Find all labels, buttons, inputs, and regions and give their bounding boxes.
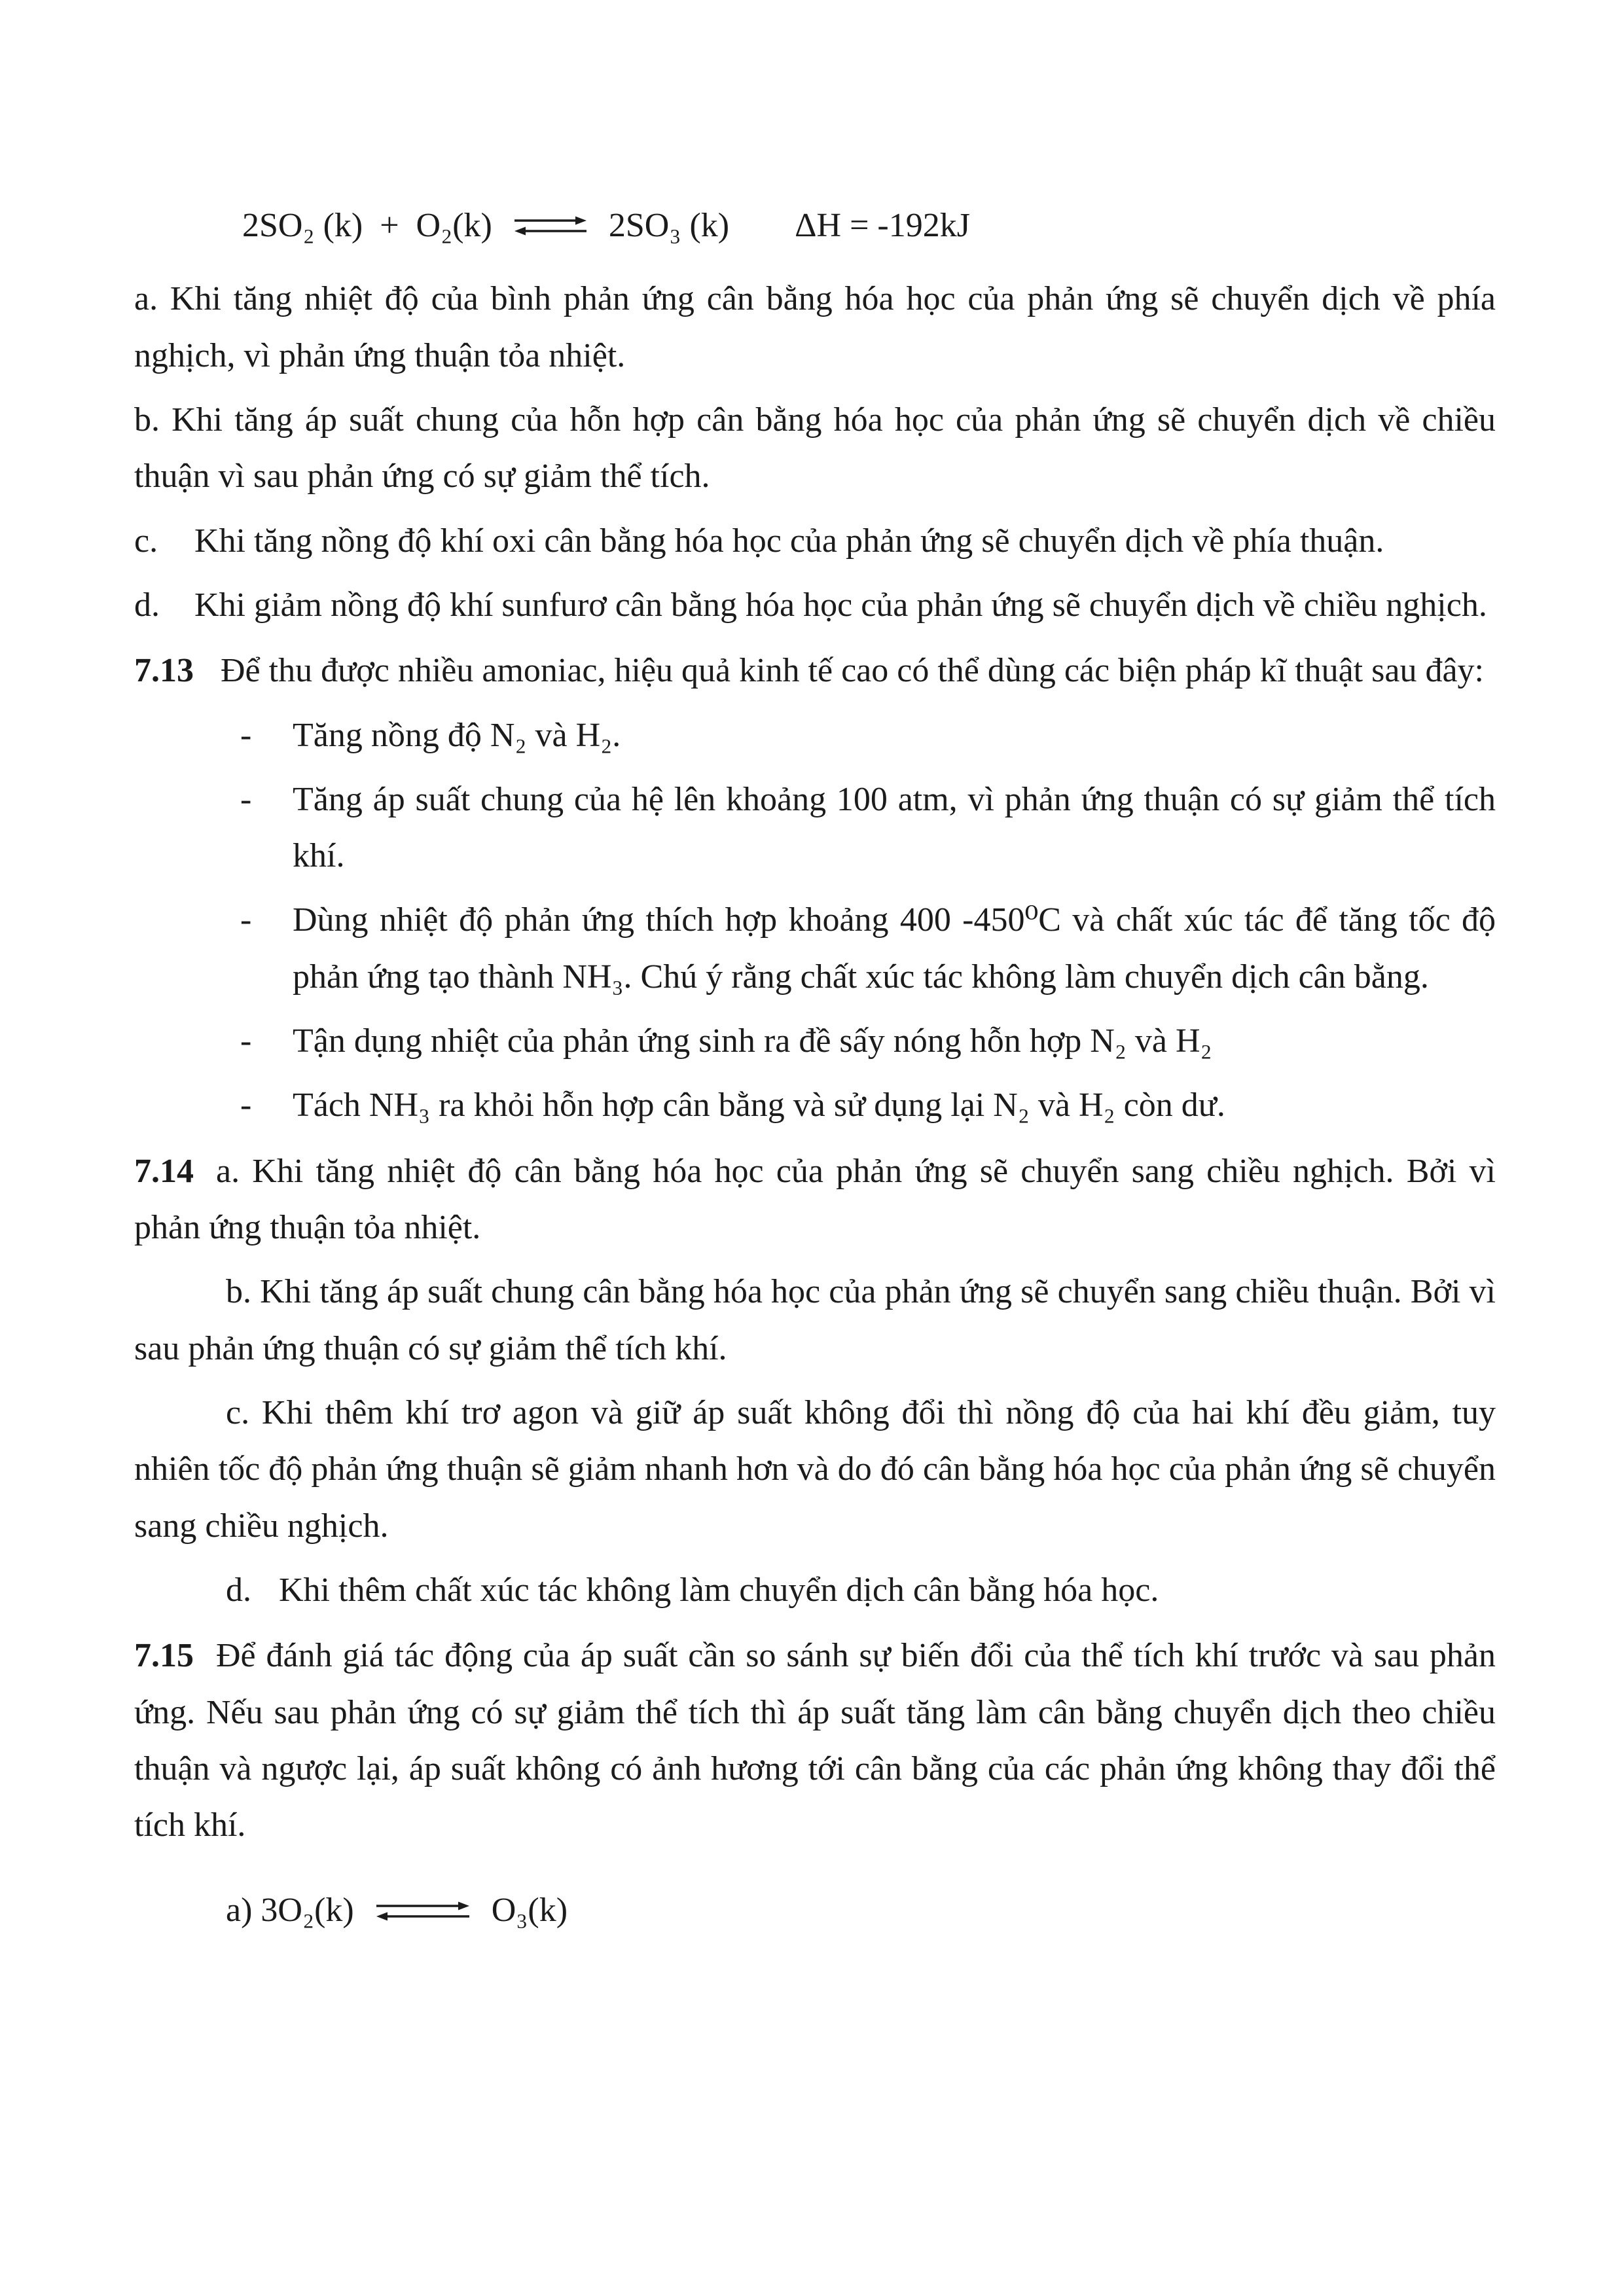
list-item-text: Tận dụng nhiệt của phản ứng sinh ra đề sấy nóng hỗn hợp N₂ và H₂ <box>293 1022 1212 1060</box>
section-7-14-answer-d <box>134 1562 1496 1619</box>
section-7-15-number: 7.15 <box>134 1637 194 1675</box>
chemical-equation-so2-so3 <box>134 198 1496 254</box>
answer-d <box>134 577 1496 634</box>
dash-bullet: - <box>240 1022 252 1060</box>
section-7-13 <box>134 643 1496 699</box>
dash-bullet: - <box>240 716 252 754</box>
dash-bullet: - <box>240 901 252 939</box>
equilibrium-arrow-icon <box>512 211 589 240</box>
list-item <box>240 892 1496 1005</box>
section-7-13-intro: Để thu được nhiều amoniac, hiệu quả kinh tế cao có thể dùng các biện pháp kĩ thuật sau đây: <box>221 652 1484 690</box>
list-item <box>240 1013 1496 1069</box>
equation-left-side: a) 3O₂(k) <box>226 1892 354 1929</box>
answer-d-text: Khi thêm chất xúc tác không làm chuyển dịch cân bằng hóa học. <box>279 1571 1159 1609</box>
list-item-text: Tăng nồng độ N₂ và H₂. <box>293 716 621 754</box>
answer-a: a. Khi tăng nhiệt độ của bình phản ứng cân bằng hóa học của phản ứng sẽ chuyển dịch về phía nghịch, vì phản ứng thuận tỏa nhiệt. <box>134 280 1496 374</box>
section-7-14-answer-b: b. Khi tăng áp suất chung cân bằng hóa học của phản ứng sẽ chuyển sang chiều thuận. Bởi vì sau phản ứng thuận có sự giảm thể tích khí. <box>134 1273 1496 1367</box>
list-item-text: Tăng áp suất chung của hệ lên khoảng 100 atm, vì phản ứng thuận có sự giảm thể tích khí. <box>293 780 1496 875</box>
equilibrium-arrow-icon <box>374 1897 472 1926</box>
equation-right-side: O₃(k) <box>491 1892 568 1929</box>
section-7-14-answer-c: c. Khi thêm khí trơ agon và giữ áp suất không đổi thì nồng độ của hai khí đều giảm, tuy nhiên tốc độ phản ứng thuận sẽ giảm nhanh hơn và do đó cân bằng hóa học của phản ứng sẽ chuyển sang chiều nghịch. <box>134 1393 1496 1545</box>
section-7-14 <box>134 1143 1496 1257</box>
equation-right-side: 2SO₃ (k) <box>608 207 730 244</box>
answer-c-text: Khi tăng nồng độ khí oxi cân bằng hóa học của phản ứng sẽ chuyển dịch về phía thuận. <box>194 522 1384 560</box>
chemical-equation-o2-o3 <box>134 1882 1496 1939</box>
list-item-text: Dùng nhiệt độ phản ứng thích hợp khoảng 400 -450⁰C và chất xúc tác để tăng tốc độ phản ứng tạo thành NH₃. Chú ý rằng chất xúc tác không làm chuyển dịch cân bằng. <box>293 901 1496 996</box>
answer-b: b. Khi tăng áp suất chung của hỗn hợp cân bằng hóa học của phản ứng sẽ chuyển dịch về chiều thuận vì sau phản ứng có sự giảm thể tích. <box>134 401 1496 495</box>
section-7-14-answer-a: a. Khi tăng nhiệt độ cân bằng hóa học của phản ứng sẽ chuyển sang chiều nghịch. Bởi vì phản ứng thuận tỏa nhiệt. <box>134 1152 1496 1246</box>
answer-d-label: d. <box>134 586 160 624</box>
section-7-13-number: 7.13 <box>134 652 194 690</box>
enthalpy-value: ΔH = -192kJ <box>795 207 970 244</box>
list-item-text: Tách NH₃ ra khỏi hỗn hợp cân bằng và sử dụng lại N₂ và H₂ còn dư. <box>293 1086 1225 1124</box>
dash-bullet: - <box>240 780 252 818</box>
list-item <box>240 772 1496 885</box>
equation-left-side: 2SO₂ (k) + O₂(k) <box>242 207 492 244</box>
section-7-15 <box>134 1628 1496 1854</box>
list-item <box>240 708 1496 764</box>
list-item <box>240 1077 1496 1134</box>
section-7-14-number: 7.14 <box>134 1152 194 1190</box>
dash-bullet: - <box>240 1086 252 1124</box>
answer-d-text: Khi giảm nồng độ khí sunfurơ cân bằng hóa học của phản ứng sẽ chuyển dịch về chiều nghịch. <box>194 586 1487 624</box>
answer-c <box>134 513 1496 569</box>
section-7-15-text: Để đánh giá tác động của áp suất cần so sánh sự biến đổi của thể tích khí trước và sau phản ứng. Nếu sau phản ứng có sự giảm thể tích thì áp suất tăng làm cân bằng chuyển dịch theo chiều thuận và ngược lại, áp suất không có ảnh hương tới cân bằng của các phản ứng không thay đổi thể tích khí. <box>134 1637 1496 1844</box>
answer-c-label: c. <box>134 522 158 560</box>
answer-d-label: d. <box>226 1571 251 1609</box>
